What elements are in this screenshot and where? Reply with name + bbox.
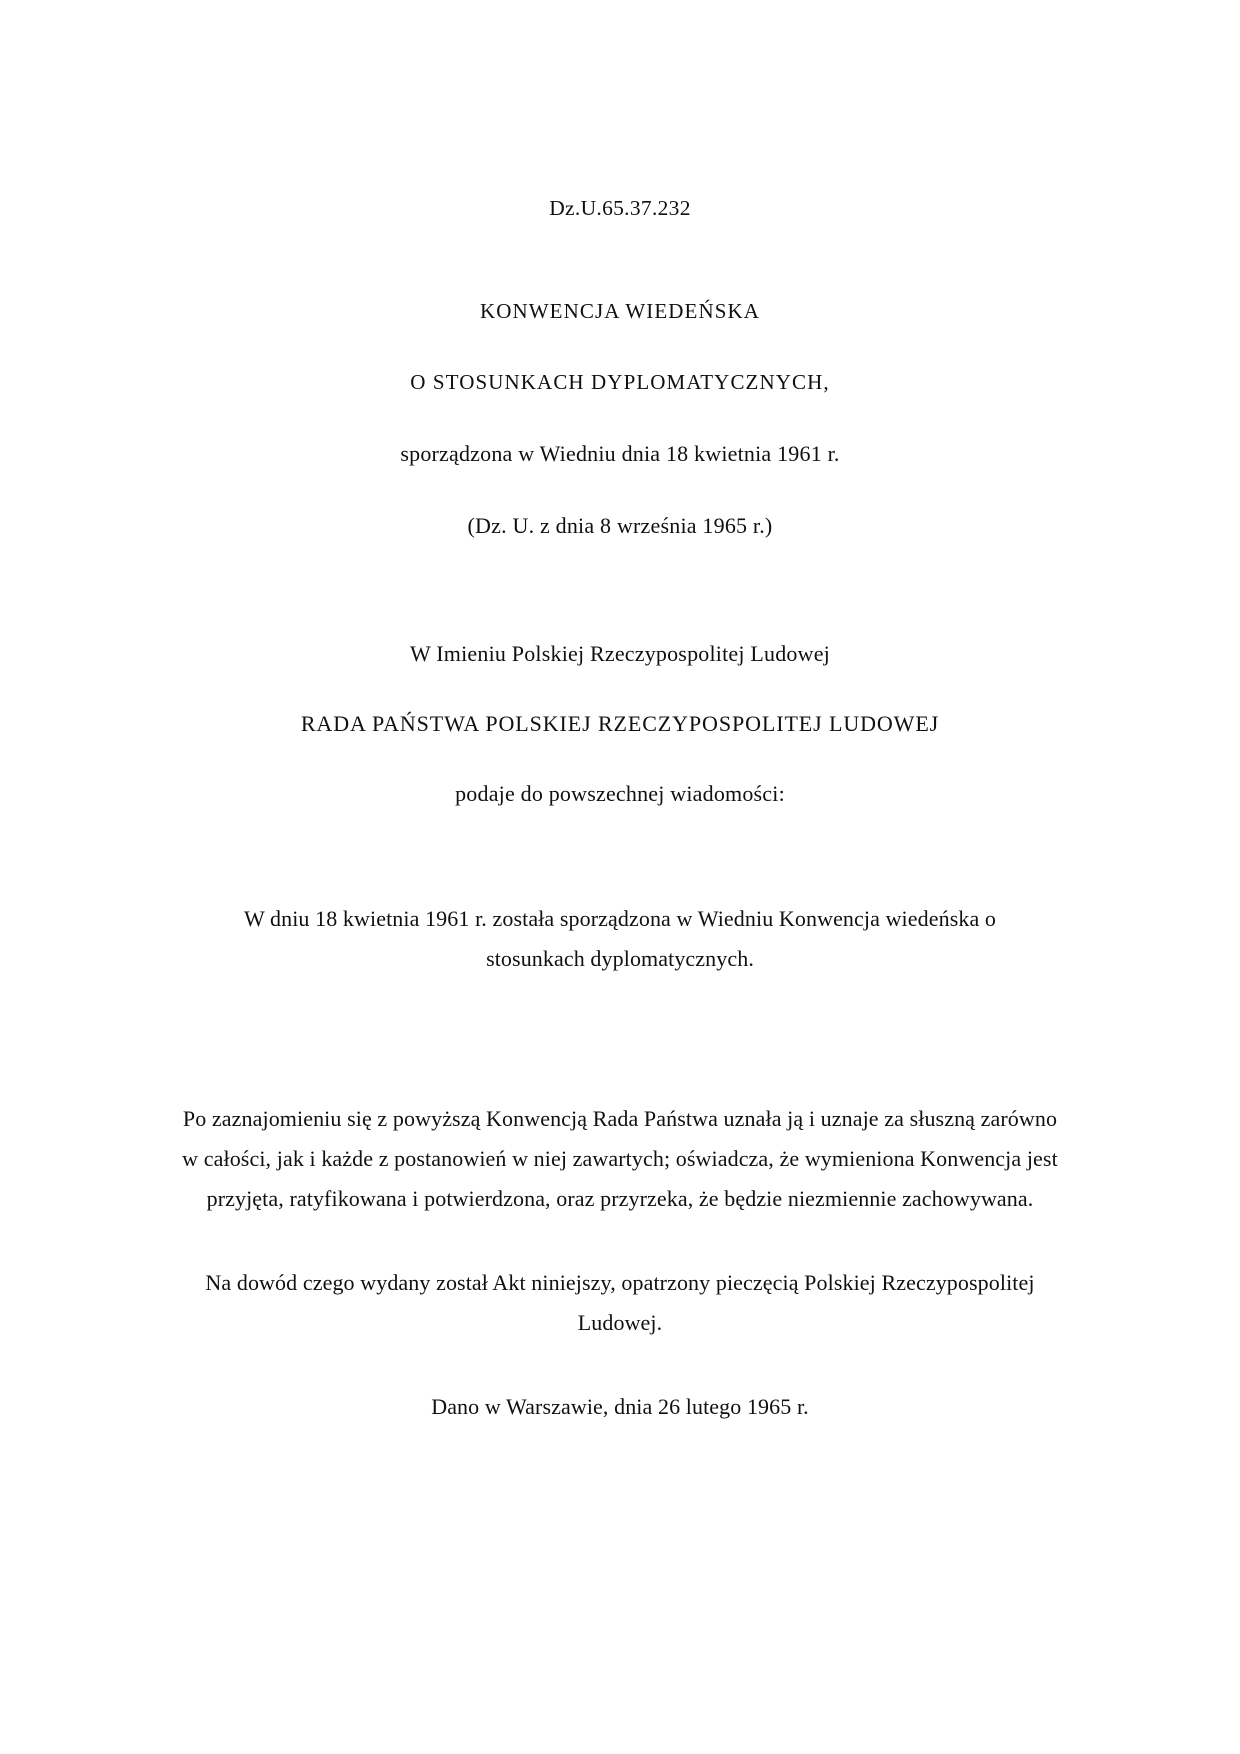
seal-paragraph: Na dowód czego wydany został Akt niniejszy, opatrzony pieczęcią Polskiej Rzeczypospolitej Ludowej.: [205, 1270, 1035, 1335]
announcement-line: podaje do powszechnej wiadomości:: [455, 781, 785, 806]
issued-paragraph: Dano w Warszawie, dnia 26 lutego 1965 r.: [431, 1394, 809, 1419]
body-block: [130, 899, 1110, 1427]
ratification-paragraph: Po zaznajomieniu się z powyższą Konwencją Rada Państwa uznała ją i uznaje za słuszną zarówno w całości, jak i każde z postanowień w niej zawartych; oświadcza, że wymieniona Konwencja jest przyjęta, ratyfikowana i potwierdzona, oraz przyrzeka, że będzie niezmiennie zachowywana.: [182, 1106, 1058, 1211]
issuing-authority: RADA PAŃSTWA POLSKIEJ RZECZYPOSPOLITEJ LUDOWEJ: [300, 711, 940, 736]
convention-paragraph: W dniu 18 kwietnia 1961 r. została sporządzona w Wiedniu Konwencja wiedeńska o stosunkach dyplomatycznych.: [243, 906, 997, 971]
drafting-place-and-date: sporządzona w Wiedniu dnia 18 kwietnia 1961 r.: [400, 441, 840, 466]
title-block: [130, 299, 1110, 539]
document-title: KONWENCJA WIEDEŃSKA: [479, 299, 761, 323]
document-subtitle: O STOSUNKACH DYPLOMATYCZNYCH,: [410, 370, 830, 394]
proclamation-block: [130, 641, 1110, 807]
in-name-of-line: W Imieniu Polskiej Rzeczypospolitej Ludowej: [409, 641, 830, 666]
journal-reference: Dz.U.65.37.232: [549, 196, 691, 220]
journal-publication-date: (Dz. U. z dnia 8 września 1965 r.): [467, 513, 773, 538]
